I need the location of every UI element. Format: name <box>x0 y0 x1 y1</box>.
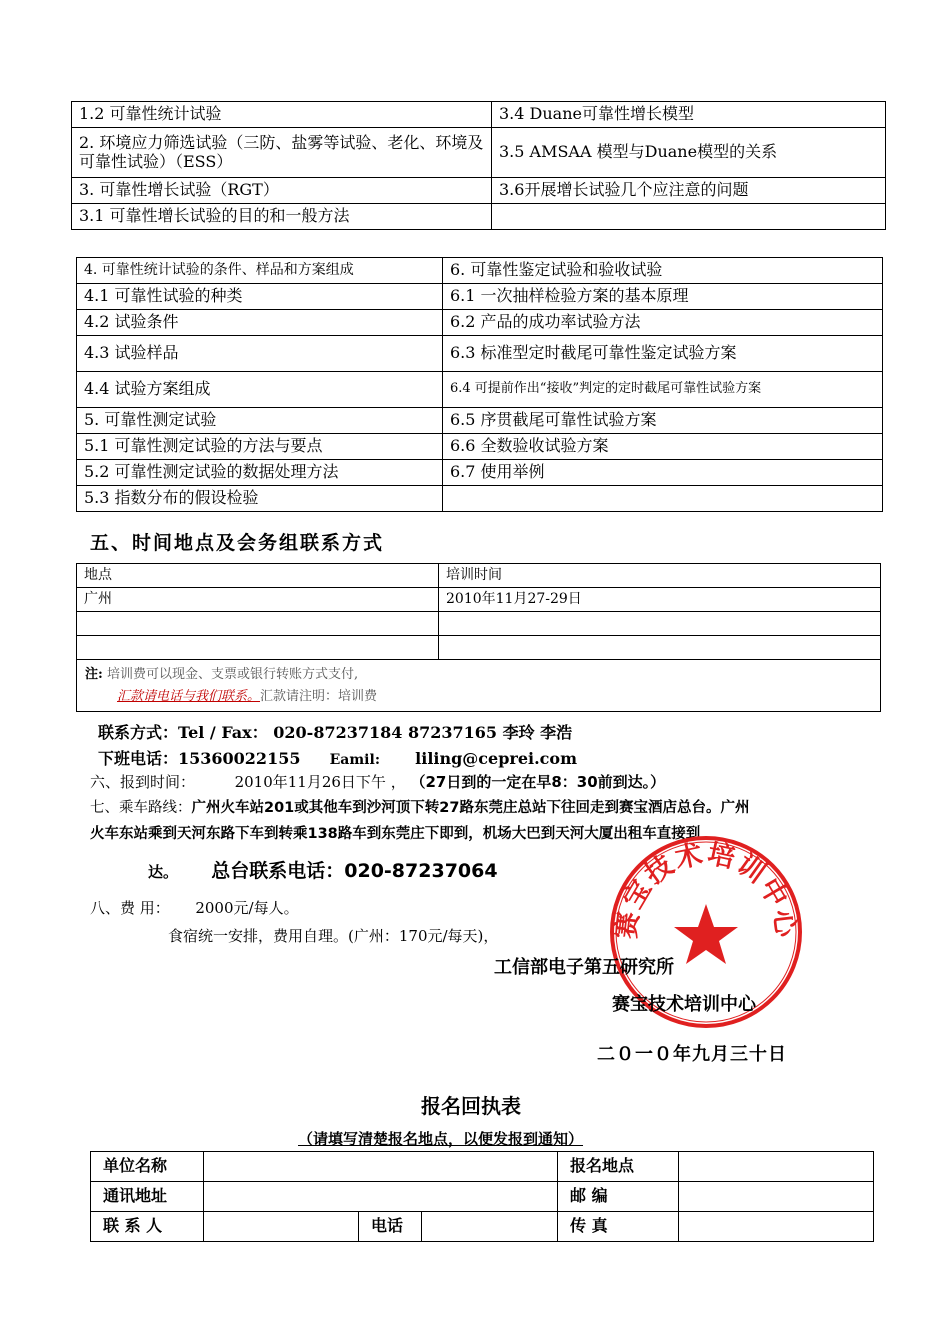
table-cell: 3.4 Duane可靠性增长模型 <box>492 102 886 128</box>
table-row <box>72 128 886 178</box>
note-label: 注: <box>85 666 103 682</box>
table-row <box>72 102 886 128</box>
note-red-text: 汇款请电话与我们联系。 <box>117 688 261 704</box>
report-time: 2010年11月26日下午 ， <box>234 773 406 791</box>
contact-label: 联 系 人 <box>91 1212 204 1242</box>
table-cell: 6.4 可提前作出“接收”判定的定时截尾可靠性试验方案 <box>443 372 883 408</box>
table-cell: 5.2 可靠性测定试验的数据处理方法 <box>77 460 443 486</box>
table-cell: 4.1 可靠性试验的种类 <box>77 284 443 310</box>
table-cell <box>492 204 886 230</box>
table-header-cell: 培训时间 <box>439 564 881 588</box>
after-hours-line <box>98 746 577 769</box>
table-row <box>91 1182 874 1212</box>
table-row <box>77 336 883 372</box>
table-row <box>77 408 883 434</box>
table-cell: 3.5 AMSAA 模型与Duane模型的关系 <box>492 128 886 178</box>
table-cell <box>77 636 439 660</box>
route-text-1: 广州火车站201或其他车到沙河顶下转27路东莞庄总站下往回走到赛宝酒店总台。广州 <box>191 800 750 816</box>
table-row <box>77 258 883 284</box>
postcode-field[interactable] <box>679 1182 874 1212</box>
email-value: liling@ceprei.com <box>415 749 577 768</box>
address-label: 通讯地址 <box>91 1182 204 1212</box>
phone-field[interactable] <box>422 1212 558 1242</box>
report-time-line <box>90 771 665 792</box>
table-cell: 6.7 使用举例 <box>443 460 883 486</box>
postcode-label: 邮 编 <box>558 1182 679 1212</box>
food-line: 食宿统一安排，费用自理。(广州：170元/每天)， <box>168 927 499 945</box>
address-field[interactable] <box>204 1182 558 1212</box>
table-row <box>77 310 883 336</box>
table-cell: 广州 <box>77 588 439 612</box>
table-row <box>72 204 886 230</box>
table-cell: 6.5 序贯截尾可靠性试验方案 <box>443 408 883 434</box>
fee-line <box>90 897 299 918</box>
table-cell: 3.1 可靠性增长试验的目的和一般方法 <box>72 204 492 230</box>
form-title: 报名回执表 <box>421 1094 521 1118</box>
front-desk-phone: 总台联系电话：020-87237064 <box>211 860 498 882</box>
table-cell: 1.2 可靠性统计试验 <box>72 102 492 128</box>
table-cell: 6.2 产品的成功率试验方法 <box>443 310 883 336</box>
table-cell: 2010年11月27-29日 <box>439 588 881 612</box>
table-cell: 5.3 指数分布的假设检验 <box>77 486 443 512</box>
route-label: 七、乘车路线： <box>90 800 192 816</box>
table-cell: 4.2 试验条件 <box>77 310 443 336</box>
table-row <box>91 1152 874 1182</box>
phone-label: 电话 <box>359 1212 422 1242</box>
route-line-2: 火车东站乘到天河东路下车到转乘138路车到东莞庄下即到，机场大巴到天河大厦出租车直接到 <box>90 826 701 842</box>
table-row <box>77 588 881 612</box>
table-cell <box>439 612 881 636</box>
table-row <box>77 460 883 486</box>
note-line-1: 培训费可以现金、支票或银行转账方式支付, <box>106 666 359 682</box>
table-row <box>77 486 883 512</box>
form-subtitle: （请填写清楚报名地点，以便发报到通知） <box>298 1130 584 1148</box>
table-cell: 6.6 全数验收试验方案 <box>443 434 883 460</box>
table-cell: 6. 可靠性鉴定试验和验收试验 <box>443 258 883 284</box>
registration-form <box>90 1151 874 1242</box>
after-hours-phone: 下班电话：15360022155 <box>98 749 301 768</box>
table-cell: 6.1 一次抽样检验方案的基本原理 <box>443 284 883 310</box>
note-cell <box>77 660 881 712</box>
unit-field[interactable] <box>204 1152 558 1182</box>
table-cell: 6.3 标准型定时截尾可靠性鉴定试验方案 <box>443 336 883 372</box>
table-cell: 3.6开展增长试验几个应注意的问题 <box>492 178 886 204</box>
route-line-3 <box>148 856 498 883</box>
fee-label: 八、费 用： <box>90 899 170 917</box>
table-row <box>72 178 886 204</box>
table-cell: 3. 可靠性增长试验（RGT） <box>72 178 492 204</box>
table-row <box>77 636 881 660</box>
table-cell: 2. 环境应力筛选试验（三防、盐雾等试验、老化、环境及可靠性试验）（ESS） <box>72 128 492 178</box>
course-table-1 <box>71 101 886 230</box>
report-label: 六、报到时间： <box>90 773 196 791</box>
table-cell <box>443 486 883 512</box>
report-note: （27日到的一定在早8：30前到达。） <box>410 773 666 791</box>
table-row <box>77 564 881 588</box>
table-header-cell: 地点 <box>77 564 439 588</box>
table-cell: 4.4 试验方案组成 <box>77 372 443 408</box>
place-field[interactable] <box>679 1152 874 1182</box>
fee-amount: 2000元/每人。 <box>195 899 299 917</box>
table-cell: 4. 可靠性统计试验的条件、样品和方案组成 <box>77 258 443 284</box>
table-cell <box>77 612 439 636</box>
fax-label: 传 真 <box>558 1212 679 1242</box>
contact-field[interactable] <box>204 1212 359 1242</box>
table-cell: 5.1 可靠性测定试验的方法与要点 <box>77 434 443 460</box>
contact-line: 联系方式：Tel / Fax： 020-87237184 87237165 李玲 李浩 <box>98 723 573 742</box>
course-table-2 <box>76 257 883 512</box>
table-row <box>77 660 881 712</box>
org-name-2: 赛宝技术培训中心 <box>612 994 756 1015</box>
note-tail: 汇款请注明：培训费 <box>260 688 378 704</box>
table-row <box>77 372 883 408</box>
signature-date: 二０一０年九月三十日 <box>597 1044 787 1065</box>
table-row <box>77 284 883 310</box>
table-cell <box>439 636 881 660</box>
route-line-1 <box>90 796 749 817</box>
route-text-3: 达。 <box>148 863 179 881</box>
table-row <box>77 434 883 460</box>
unit-label: 单位名称 <box>91 1152 204 1182</box>
table-cell: 4.3 试验样品 <box>77 336 443 372</box>
fax-field[interactable] <box>679 1212 874 1242</box>
seal-text: 赛宝技术培训中心 <box>610 838 802 941</box>
email-label: Eamil: <box>329 752 380 768</box>
table-row <box>77 612 881 636</box>
section-title: 五、时间地点及会务组联系方式 <box>90 532 385 554</box>
org-name-1: 工信部电子第五研究所 <box>494 957 674 978</box>
schedule-table <box>76 563 881 712</box>
place-label: 报名地点 <box>558 1152 679 1182</box>
table-cell: 5. 可靠性测定试验 <box>77 408 443 434</box>
table-row <box>91 1212 874 1242</box>
